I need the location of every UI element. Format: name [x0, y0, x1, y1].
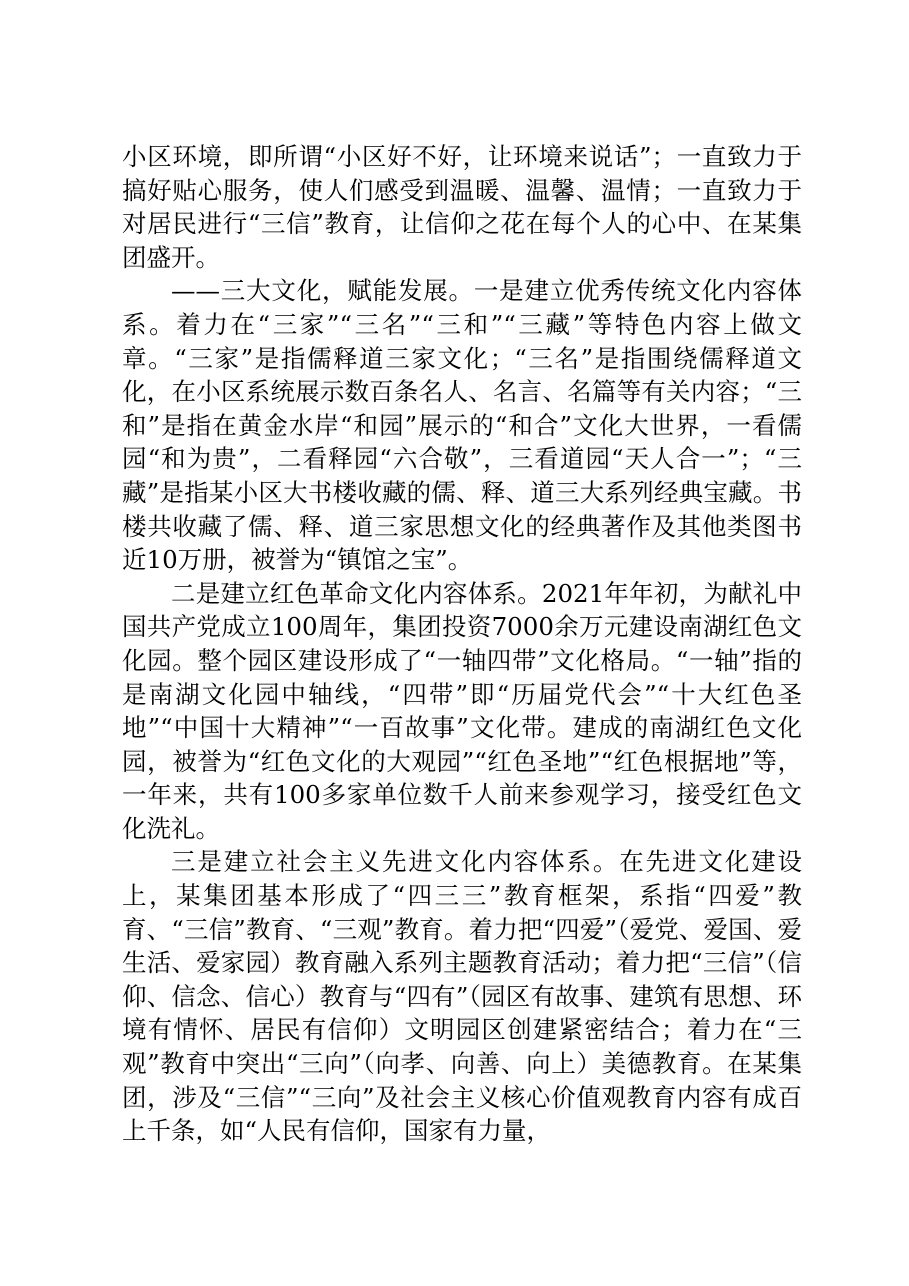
paragraph-4: 三是建立社会主义先进文化内容体系。在先进文化建设上，某集团基本形成了“四三三”教育框架，系指“四爱”教育、“三信”教育、“三观”教育。着力把“四爱”（爱党、爱国、爱生活、爱家园）教育融入系列主题教育活动；着力把“三信”（信仰、信念、信心）教育与“四有”（园区有故事、建筑有思想、环境有情怀、居民有信仰）文明园区创建紧密结合；着力在“三观”教育中突出“三向”（向孝、向善、向上）美德教育。在某集团，涉及“三信”“三向”及社会主义核心价值观教育内容有成百上千条，如“人民有信仰，国家有力量，: [122, 847, 802, 1146]
paragraph-2: ——三大文化，赋能发展。一是建立优秀传统文化内容体系。着力在“三家”“三名”“三和”“三藏”等特色内容上做文章。“三家”是指儒释道三家文化；“三名”是指围绕儒释道文化，在小区系统展示数百条名人、名言、名篇等有关内容；“三和”是指在黄金水岸“和园”展示的“和合”文化大世界，一看儒园“和为贵”，二看释园“六合敬”，三看道园“天人合一”；“三藏”是指某小区大书楼收藏的儒、释、道三大系列经典宝藏。书楼共收藏了儒、释、道三家思想文化的经典著作及其他类图书近10万册，被誉为“镇馆之宝”。: [122, 276, 802, 575]
paragraph-1: 小区环境，即所谓“小区好不好，让环境来说话”；一直致力于搞好贴心服务，使人们感受到温暖、温馨、温情；一直致力于对居民进行“三信”教育，让信仰之花在每个人的心中、在某集团盛开。: [122, 142, 802, 272]
document-body: [122, 140, 802, 1148]
paragraph-3: 二是建立红色革命文化内容体系。2021年年初，为献礼中国共产党成立100周年，集团投资7000余万元建设南湖红色文化园。整个园区建设形成了“一轴四带”文化格局。“一轴”指的是南湖文化园中轴线，“四带”即“历届党代会”“十大红色圣地”“中国十大精神”“一百故事”文化带。建成的南湖红色文化园，被誉为“红色文化的大观园”“红色圣地”“红色根据地”等，一年来，共有100多家单位数千人前来参观学习，接受红色文化洗礼。: [122, 578, 802, 843]
